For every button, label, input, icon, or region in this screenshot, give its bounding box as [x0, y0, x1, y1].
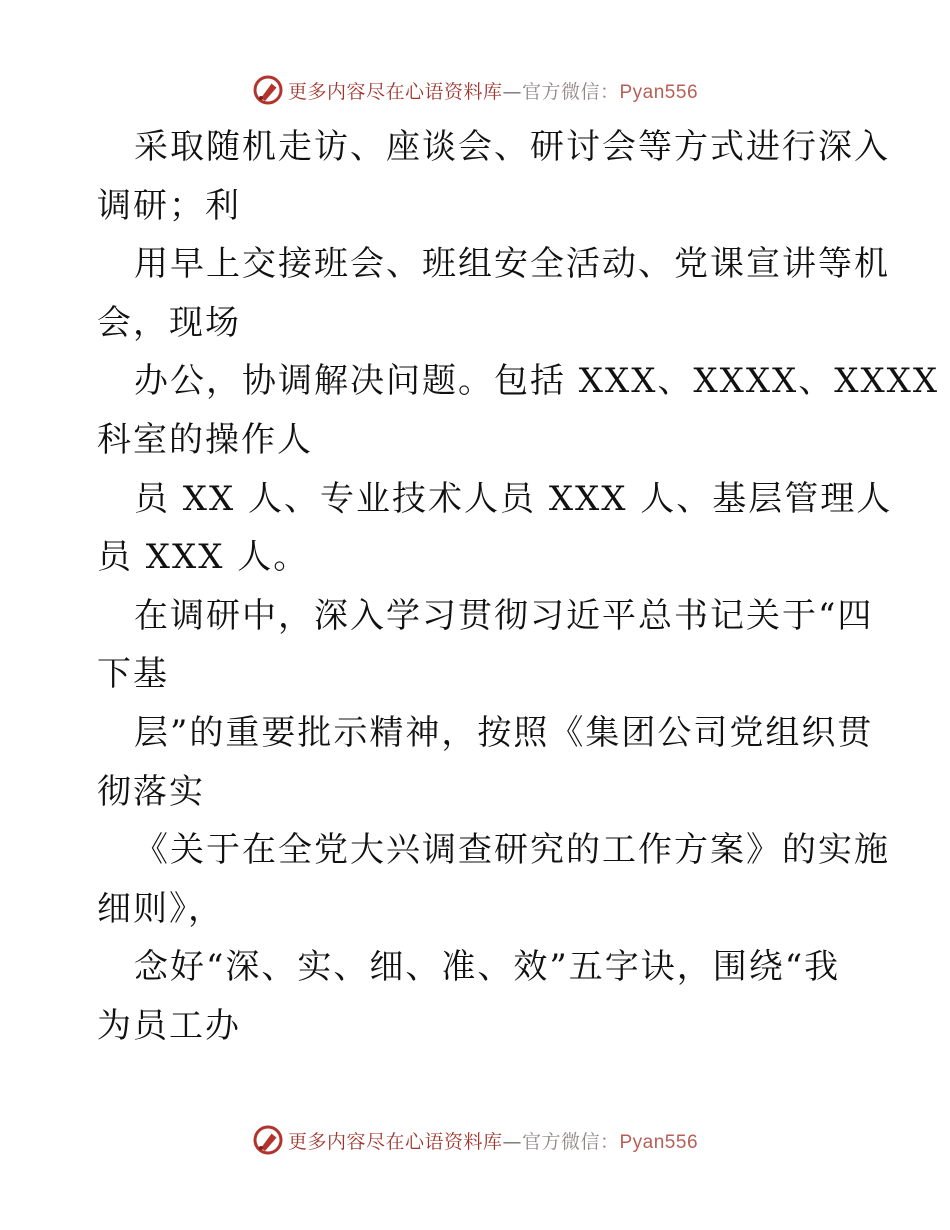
watermark-main: 更多内容尽在心语资料库: [287, 80, 503, 103]
watermark-text: [288, 77, 698, 104]
text-line: 会，现场: [97, 302, 241, 343]
watermark-text: [288, 1127, 698, 1154]
pen-nib-logo-icon: [252, 1124, 284, 1156]
text-line: 调研；利: [97, 185, 241, 226]
watermark-separator: —: [502, 1130, 522, 1153]
text-line: 用早上交接班会、班组安全活动、党课宣讲等机: [134, 244, 890, 285]
watermark-id: Pyan556: [619, 1131, 699, 1153]
watermark-label: 官方微信：: [521, 80, 620, 103]
watermark-id: Pyan556: [619, 81, 699, 103]
text-line: 下基: [97, 654, 169, 695]
text-line: 层”的重要批示精神，按照《集团公司党组织贯: [134, 712, 874, 753]
text-line: 员 XXX 人。: [97, 537, 310, 578]
pen-nib-logo-icon: [252, 74, 284, 106]
watermark-separator: —: [502, 80, 522, 103]
text-line: 为员工办: [97, 1005, 241, 1046]
watermark-main: 更多内容尽在心语资料库: [287, 1130, 503, 1153]
text-line: 科室的操作人: [97, 419, 313, 460]
text-line: 彻落实: [97, 771, 205, 812]
footer-watermark: [0, 1120, 950, 1160]
text-line: 采取随机走访、座谈会、研讨会等方式进行深入: [134, 127, 890, 167]
header-watermark: [0, 70, 950, 110]
document-body: [97, 118, 940, 1056]
text-line: 员 XX 人、专业技术人员 XXX 人、基层管理人: [134, 478, 893, 519]
text-line: 念好“深、实、细、准、效”五字诀，围绕“我: [134, 947, 841, 988]
text-line: 细则》，: [97, 888, 224, 929]
text-line: 在调研中，深入学习贯彻习近平总书记关于“四: [134, 595, 874, 636]
text-line: 办公，协调解决问题。包括 XXX、XXXX、XXXX: [134, 361, 940, 402]
watermark-label: 官方微信：: [521, 1130, 620, 1153]
text-line: 《关于在全党大兴调查研究的工作方案》的实施: [134, 830, 890, 871]
